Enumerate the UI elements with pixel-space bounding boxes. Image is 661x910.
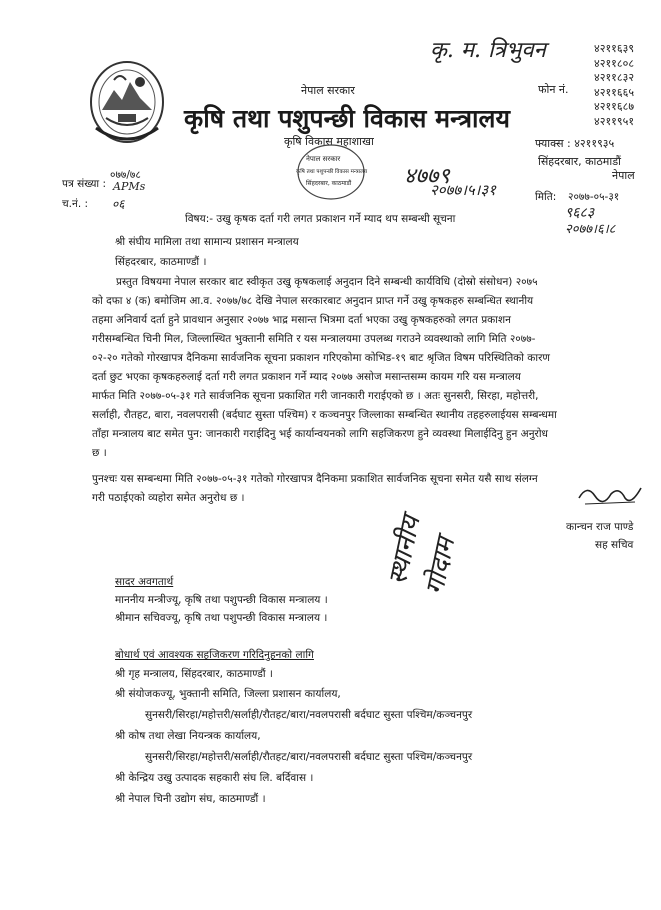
cc-action-line: श्री केन्द्रिय उखु उत्पादक सहकारी संघ लि. बर्दिवास । bbox=[115, 772, 314, 784]
stamp-received-number: ४७७९ bbox=[404, 164, 450, 189]
government-name: नेपाल सरकार bbox=[301, 84, 355, 97]
address-line-2: नेपाल bbox=[612, 169, 635, 182]
address-line-1: सिंहदरबार, काठमाडौं bbox=[538, 155, 621, 168]
body-line: छ । bbox=[92, 447, 107, 459]
stamp-line-2: कृषि तथा पशुपन्छी विकास मन्त्रालय bbox=[296, 169, 368, 175]
cc-info-line: श्रीमान सचिवज्यू, कृषि तथा पशुपन्छी विकास मन्त्रालय । bbox=[115, 612, 328, 624]
postscript-line: गरी पठाईएको व्यहोरा समेत अनुरोध छ । bbox=[92, 492, 245, 504]
phone-number: ४२११९५१ bbox=[594, 114, 635, 128]
phone-number: ४२११६८७ bbox=[594, 100, 635, 113]
recipient-line-1: श्री संघीय मामिला तथा सामान्य प्रशासन मन्त्रालय bbox=[115, 236, 299, 248]
signatory-title: सह सचिव bbox=[595, 539, 634, 551]
letter-body bbox=[92, 273, 640, 463]
signatory-name: कान्चन राज पाण्डे bbox=[566, 521, 634, 533]
cc-action-heading: बोधार्थ एवं आवश्यक सहजिकरण गरिदिनुहनको लागि bbox=[115, 649, 314, 661]
body-line: प्रस्तुत विषयमा नेपाल सरकार बाट स्वीकृत उखु कृषकलाई अनुदान दिने सम्बन्धी कार्यविधि (दोस्रो संसोधन) २०७५ bbox=[116, 276, 538, 288]
stamp-received-date: २०७७।५।३१ bbox=[430, 181, 496, 199]
cc-action-line: श्री गृह मन्त्रालय, सिंहदरबार, काठमाण्डौं । bbox=[115, 668, 273, 680]
body-line: गरीसम्बन्धित चिनी मिल, जिल्लास्थित भुक्तानी समिति र यस मन्त्रालयमा उपलब्ध गराउने व्यवस्थाको लागि मिति २०७७- bbox=[92, 333, 536, 345]
phone-number: ४२११८०८ bbox=[594, 56, 635, 70]
date-label: मिति: bbox=[535, 191, 557, 203]
patra-sankhya-label: पत्र संख्या : bbox=[62, 178, 107, 190]
body-line: मार्फत मिति २०७७-०५-३१ गते सार्वजनिक सूचना प्रकाशित गरी जानकारी गराईएको छ । अतः सुनसरी, सिरहा, महोत्तरी, bbox=[92, 390, 539, 402]
fax-number: फ्याक्स : ४२११९३५ bbox=[535, 137, 615, 150]
body-line: तहमा अनिवार्य दर्ता हुने प्रावधान अनुसार २०७७ भाद्र मसान्त भित्रमा दर्ता भएका उखु कृषकहरुको लगत प्रकाशन bbox=[92, 314, 511, 326]
cc-info-heading: सादर अवगतार्थ bbox=[115, 576, 174, 588]
handwritten-top-note: कृ. म. त्रिभुवन bbox=[430, 38, 546, 63]
patra-sankhya-value: ०७७/७८ bbox=[110, 169, 141, 181]
postscript-line: पुनश्चः यस सम्बन्धमा मिति २०७७-०५-३१ गतेको गोरखापत्र दैनिकमा प्रकाशित सार्वजनिक सूचना समेत यसै साथ संलग्न bbox=[92, 473, 538, 485]
body-line: ०२-२० गतेको गोरखापत्र दैनिकमा सार्वजनिक सूचना प्रकाशन गरिएकोमा कोभिड-१९ बाट श्रृजित विषम परिस्थितिको कारण bbox=[92, 352, 550, 364]
cc-action-line: सुनसरी/सिरहा/महोत्तरी/सर्लाही/रौतहट/बारा/नवलपरासी बर्दघाट सुस्ता पश्चिम/कञ्चनपुर bbox=[145, 751, 473, 763]
postscript bbox=[92, 470, 640, 508]
phone-list bbox=[594, 42, 634, 129]
phone-number: ४२११६३९ bbox=[594, 42, 635, 55]
stamp-line-1: नेपाल सरकार bbox=[306, 155, 341, 163]
phone-label: फोन नं. bbox=[538, 83, 569, 96]
office-stamp bbox=[296, 143, 366, 201]
government-emblem bbox=[88, 58, 166, 148]
chalani-value: ०६ bbox=[112, 197, 125, 211]
hand-date: २०७७।६।८ bbox=[565, 222, 616, 237]
division-name: कृषि विकास महाशाखा bbox=[284, 135, 374, 148]
signature bbox=[575, 478, 645, 510]
subject: विषय:- उखु कृषक दर्ता गरी लगत प्रकाशन गर्ने म्याद थप सम्बन्धी सूचना bbox=[185, 213, 456, 225]
cc-action-line: सुनसरी/सिरहा/महोत्तरी/सर्लाही/रौतहट/बारा/नवलपरासी बर्दघाट सुस्ता पश्चिम/कञ्चनपुर bbox=[145, 709, 473, 721]
hand-note-line-2: गोदाम bbox=[419, 534, 462, 598]
phone-number: ४२११६६५ bbox=[594, 85, 635, 99]
phone-number: ४२११८३२ bbox=[594, 71, 635, 84]
date-value: २०७७-०५-३१ bbox=[568, 191, 620, 203]
hand-note-line-1: स्थानीय bbox=[382, 513, 427, 588]
body-line: ताँहा मन्त्रालय बाट समेत पुन: जानकारी गराईदिनु भई कार्यान्वयनको लागि सहजिकरण हुने व्यवस्था मिलाईदिनु हुन अनुरोध bbox=[92, 428, 548, 440]
body-line: दर्ता छुट भएका कृषकहरुलाई दर्ता गरी लगत प्रकाशन गर्ने म्याद २०७७ असोज मसान्तसम्म कायम गरि यस मन्त्रालय bbox=[92, 371, 521, 383]
stamp-line-3: सिंहदरबार, काठमाडौं bbox=[306, 180, 352, 187]
cc-info-line: माननीय मन्त्रीज्यू, कृषि तथा पशुपन्छी विकास मन्त्रालय । bbox=[115, 594, 328, 606]
cc-action-line: श्री नेपाल चिनी उद्योग संघ, काठमाण्डौं । bbox=[115, 793, 266, 805]
ministry-name: कृषि तथा पशुपन्छी विकास मन्त्रालय bbox=[184, 104, 510, 133]
cc-action-line: श्री कोष तथा लेखा नियन्त्रक कार्यालय, bbox=[115, 730, 261, 742]
cc-action-line: श्री संयोजकज्यू, भुक्तानी समिति, जिल्ला प्रशासन कार्यालय, bbox=[115, 688, 341, 700]
chalani-label: च.नं. : bbox=[62, 198, 89, 210]
body-line: सर्लाही, रौतहट, बारा, नवलपरासी (बर्दघाट सुस्ता पश्चिम) र कञ्चनपुर जिल्लाका सम्बन्धित स्थानीय तहहरुलाईयस सम्बन्धमा bbox=[92, 409, 557, 421]
recipient-line-2: सिंहदरबार, काठमाण्डौं । bbox=[115, 256, 207, 268]
hand-number: ९६८३ bbox=[565, 205, 595, 221]
patra-hand-note: APMs bbox=[113, 180, 146, 193]
body-line: को दफा ४ (क) बमोजिम आ.व. २०७७/७८ देखि नेपाल सरकारबाट अनुदान प्राप्त गर्ने उखु कृषकहरु सम्बन्धित स्थानीय bbox=[92, 295, 534, 307]
